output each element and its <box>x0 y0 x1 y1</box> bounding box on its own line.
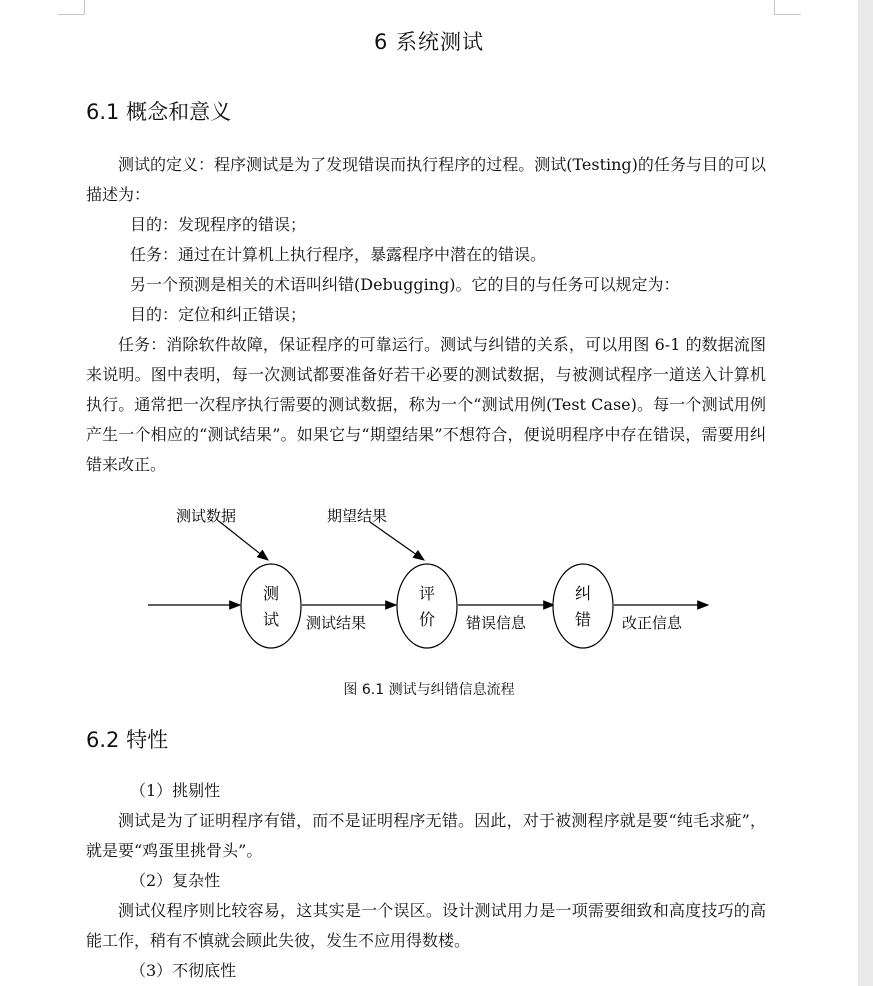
paragraph-item-2 <box>86 896 766 956</box>
paragraph-definition <box>86 150 766 210</box>
node-eval-char-1: 评 <box>418 584 436 603</box>
arrow-expected-result <box>370 522 424 560</box>
node-test-char-2: 试 <box>262 610 280 629</box>
label-error-info: 错误信息 <box>466 614 527 632</box>
section-title-6-2: 6.2 特性 <box>86 728 169 752</box>
label-test-data: 测试数据 <box>176 507 237 525</box>
node-test-char-1: 测 <box>262 584 280 603</box>
node-eval-char-2: 价 <box>418 610 436 629</box>
item-3-label: （3）不彻底性 <box>130 961 237 980</box>
item-2-text: 测试仪程序则比较容易，这其实是一个误区。设计测试用力是一项需要细致和高度技巧的高能工作，稍有不慎就会顾此失彼，发生不应用得数楼。 <box>86 901 766 950</box>
item-2-label: （2）复杂性 <box>130 871 221 890</box>
node-debug <box>553 564 613 648</box>
definition-text: 测试的定义：程序测试是为了发现错误而执行程序的过程。测试(Testing)的任务与目的可以描述为： <box>86 155 766 204</box>
arrow-test-data <box>220 522 268 560</box>
label-expected-result: 期望结果 <box>327 507 388 525</box>
test-debug-flow-diagram <box>140 498 720 658</box>
paragraph-task-2 <box>86 330 766 480</box>
task-2-text: 任务：消除软件故障，保证程序的可靠运行。测试与纠错的关系，可以用图 6-1 的数据流图来说明。图中表明，每一次测试都要准备好若干必要的测试数据，与被测试程序一道送入计算机执行。通常把一次程序执行需要的测试数据，称为一个“测试用例(Test Case)。每一个测试用例产生一个相应的“测试结果”。如果它与“期望结果”不想符合，便说明程序中存在错误，需要用纠错来改正。 <box>86 335 766 474</box>
chapter-title: 6 系统测试 <box>373 30 485 54</box>
node-fix-char-2: 错 <box>574 610 592 629</box>
paragraph-item-1 <box>86 806 766 866</box>
debugging-intro-line: 另一个预测是相关的术语叫纠错(Debugging)。它的目的与任务可以规定为： <box>130 275 680 294</box>
label-fix-info: 改正信息 <box>622 614 683 632</box>
task-line-1: 任务：通过在计算机上执行程序，暴露程序中潜在的错误。 <box>130 245 547 264</box>
figure-caption: 图 6.1 测试与纠错信息流程 <box>343 682 515 698</box>
label-test-result: 测试结果 <box>306 614 367 632</box>
margin-corner-top-right <box>774 0 801 15</box>
section-title-6-1: 6.1 概念和意义 <box>86 100 232 124</box>
node-test <box>241 564 301 648</box>
item-1-text: 测试是为了证明程序有错，而不是证明程序无错。因此，对于被测程序就是要“纯毛求疵”，就是要“鸡蛋里挑骨头”。 <box>86 811 766 860</box>
goal-line-2: 目的：定位和纠正错误； <box>130 305 307 324</box>
node-evaluate <box>397 564 457 648</box>
page-edge <box>858 0 873 986</box>
margin-corner-top-left <box>58 0 85 15</box>
item-1-label: （1）挑剔性 <box>130 781 221 800</box>
goal-line-1: 目的：发现程序的错误； <box>130 215 307 234</box>
node-fix-char-1: 纠 <box>574 584 592 603</box>
